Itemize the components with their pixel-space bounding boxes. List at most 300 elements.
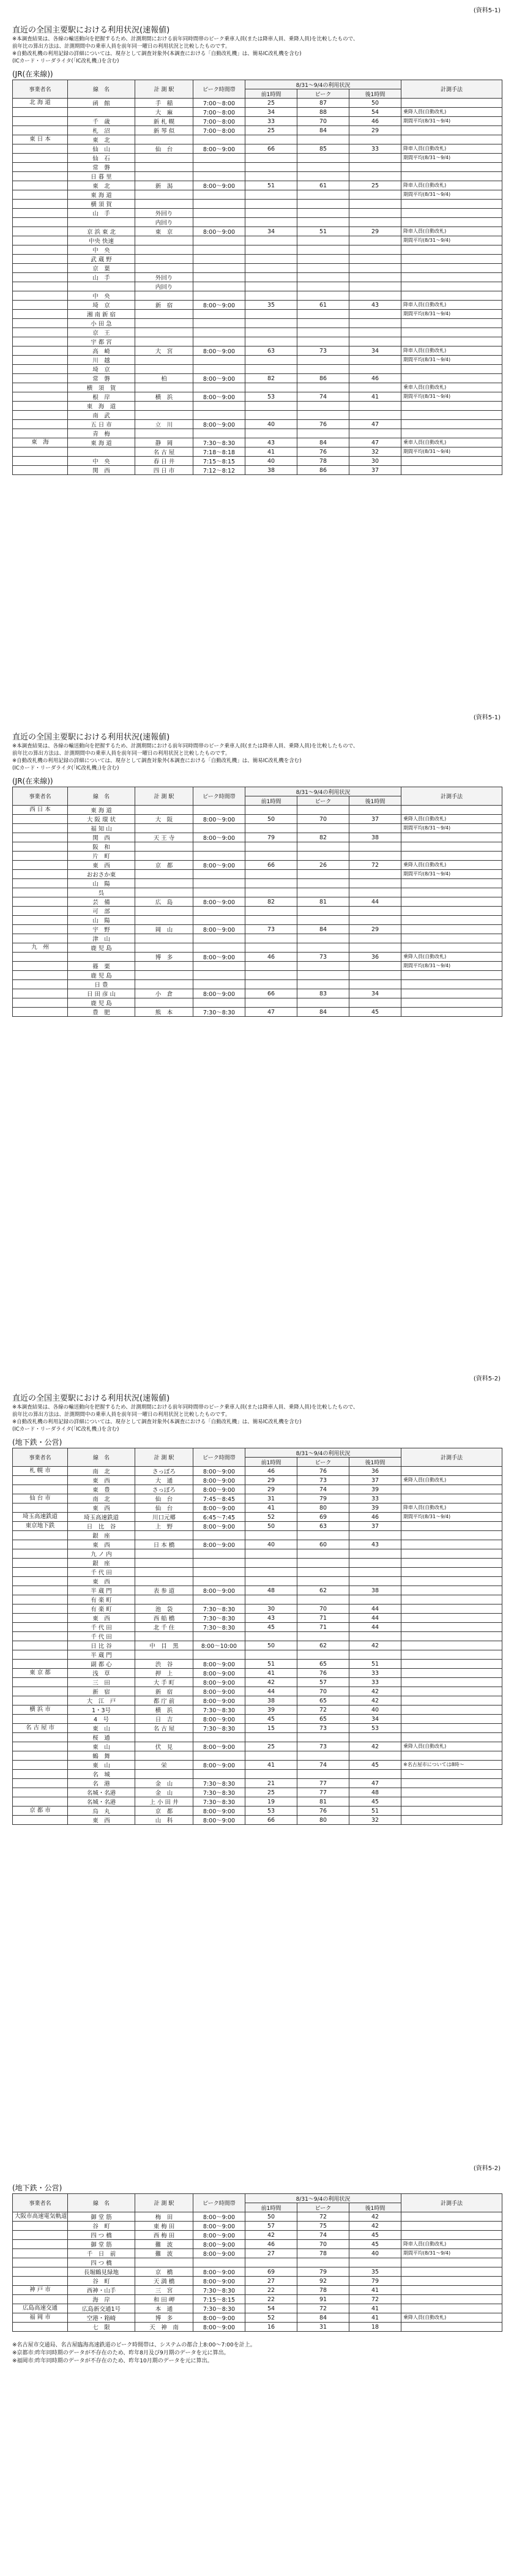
cell-line: 東 海 道 (68, 438, 135, 447)
cell-method: 期間平均(8/31～9/4) (401, 2249, 502, 2258)
cell-before (245, 1770, 297, 1779)
cell-method (401, 934, 502, 943)
table-row (13, 255, 502, 264)
cell-peak: 70 (297, 2240, 349, 2249)
note-line: ※本調査結果は、各線の輸送動向を把握するため、計測期間における前年同時間帯のピーク乗車人員(または降車人員、乗降人員)を比較したもので、 (12, 36, 359, 42)
cell-before (245, 429, 297, 438)
table-row (13, 1742, 502, 1751)
cell-station: 山 科 (135, 1816, 193, 1825)
table-row (13, 953, 502, 962)
sheet-4 (0, 2158, 514, 2576)
cell-method: 乗降人員(自動改札) (401, 2313, 502, 2323)
cell-before (245, 2258, 297, 2267)
cell-station (135, 806, 193, 815)
col-method: 計測手法 (401, 2194, 502, 2212)
cell-station: 新 札 幌 (135, 117, 193, 126)
cell-operator (13, 1623, 68, 1632)
cell-station (135, 310, 193, 319)
cell-operator (13, 172, 68, 181)
cell-peak: 70 (297, 815, 349, 824)
cell-operator (13, 1770, 68, 1779)
cell-line: 西神・山手 (68, 2286, 135, 2295)
notes (12, 743, 502, 772)
table-row (13, 236, 502, 245)
cell-line: 日 豊 (68, 980, 135, 989)
cell-before: 21 (245, 1779, 297, 1788)
cell-line: 大 江 戸 (68, 1696, 135, 1705)
cell-method (401, 989, 502, 998)
table-row (13, 1641, 502, 1650)
cell-peak-time (193, 291, 245, 301)
cell-peak (297, 328, 349, 337)
cell-method (401, 907, 502, 916)
section-label: (地下鉄・公営) (12, 1438, 62, 1447)
table-row (13, 438, 502, 447)
section-label: (地下鉄・公営) (12, 2184, 62, 2192)
footnote-line: ※福岡市:昨年同時期のデータが不存在のため、昨年10月期のデータを元に算出。 (12, 2358, 213, 2364)
table-row (13, 962, 502, 971)
cell-method: 降車人員(自動改札) (401, 227, 502, 236)
cell-before (245, 245, 297, 255)
cell-after (349, 273, 401, 282)
cell-line: 日 比 谷 (68, 1522, 135, 1531)
cell-after: 36 (349, 953, 401, 962)
cell-peak-time: 8:00～9:00 (193, 392, 245, 402)
note-line: ※自動改札機の利用記録の詳細については、現存として調査対象外(本調査における「自動改札機」は、簡易IC改札機を含む) (12, 758, 302, 764)
table-row (13, 1770, 502, 1779)
cell-peak (297, 971, 349, 980)
cell-method (401, 2258, 502, 2267)
cell-after: 47 (349, 438, 401, 447)
cell-operator (13, 1788, 68, 1797)
cell-method (401, 971, 502, 980)
cell-after (349, 943, 401, 953)
cell-after: 40 (349, 1705, 401, 1715)
cell-operator: 福 岡 市 (13, 2313, 68, 2323)
cell-peak (297, 934, 349, 943)
footnote-line: ※京都市:昨年同時期のデータが不存在のため、昨年8月及び9月期のデータを元に算出。 (12, 2350, 229, 2356)
cell-peak-time (193, 806, 245, 815)
cell-method (401, 1696, 502, 1705)
cell-operator (13, 163, 68, 172)
cell-method (401, 879, 502, 888)
table-row (13, 2231, 502, 2240)
cell-before: 16 (245, 2323, 297, 2332)
cell-method: 期間平均(8/31～9/4) (401, 236, 502, 245)
cell-after (349, 916, 401, 925)
table-row (13, 200, 502, 209)
cell-before: 41 (245, 447, 297, 457)
table-row (13, 1467, 502, 1476)
cell-peak (297, 291, 349, 301)
col-after: 後1時間 (349, 2203, 401, 2212)
cell-method (401, 1751, 502, 1761)
cell-station: 金 山 (135, 1788, 193, 1797)
cell-station: さっぽろ (135, 1485, 193, 1494)
note-line: ※自動改札機の利用記録の詳細については、現存として調査対象外(本調査における「自動改札機」は、簡易IC改札機を含む) (12, 1419, 302, 1425)
table-row (13, 1797, 502, 1807)
cell-peak: 84 (297, 438, 349, 447)
cell-before: 34 (245, 227, 297, 236)
cell-line: 七 限 (68, 2323, 135, 2332)
cell-line: 東 西 (68, 1540, 135, 1549)
cell-peak-time: 8:00～9:00 (193, 1467, 245, 1476)
cell-peak-time: 8:00～9:00 (193, 301, 245, 310)
cell-station (135, 337, 193, 346)
cell-peak (297, 209, 349, 218)
cell-peak: 65 (297, 1696, 349, 1705)
cell-before: 82 (245, 897, 297, 907)
cell-after (349, 1751, 401, 1761)
table-row (13, 1724, 502, 1733)
cell-after (349, 200, 401, 209)
cell-after (349, 209, 401, 218)
cell-peak-time: 7:30～8:30 (193, 1797, 245, 1807)
cell-after (349, 190, 401, 200)
cell-after: 39 (349, 1485, 401, 1494)
cell-after (349, 1770, 401, 1779)
cell-method (401, 1678, 502, 1687)
cell-line (68, 447, 135, 457)
cell-after (349, 319, 401, 328)
cell-method (401, 1715, 502, 1724)
cell-peak-time (193, 824, 245, 833)
table-row (13, 934, 502, 943)
cell-line: 東 西 (68, 1614, 135, 1623)
cell-after (349, 356, 401, 365)
sheet-ref: (資料5-1) (473, 714, 501, 721)
cell-station (135, 824, 193, 833)
cell-operator (13, 1503, 68, 1513)
table-row (13, 870, 502, 879)
cell-line: 湘 南 新 宿 (68, 310, 135, 319)
cell-method (401, 1549, 502, 1559)
col-usage-span: 8/31～9/4の利用状況 (245, 80, 401, 89)
cell-peak-time (193, 1650, 245, 1660)
cell-after: 51 (349, 1660, 401, 1669)
cell-peak (297, 907, 349, 916)
cell-peak: 69 (297, 1513, 349, 1522)
table-row (13, 126, 502, 135)
cell-method (401, 328, 502, 337)
cell-after: 42 (349, 1687, 401, 1696)
col-station: 計 測 駅 (135, 2194, 193, 2212)
cell-operator (13, 870, 68, 879)
cell-station: 手 稲 (135, 99, 193, 108)
table-row (13, 447, 502, 457)
cell-operator (13, 1614, 68, 1623)
cell-line: 大 阪 環 状 (68, 815, 135, 824)
cell-operator: 京 都 市 (13, 1807, 68, 1816)
cell-station (135, 264, 193, 273)
cell-line: 鹿 児 島 (68, 998, 135, 1008)
table-row (13, 144, 502, 154)
table-row (13, 1494, 502, 1503)
cell-line: 千 代 田 (68, 1632, 135, 1641)
cell-before: 48 (245, 1586, 297, 1595)
cell-operator (13, 888, 68, 897)
table-row (13, 99, 502, 108)
cell-after: 33 (349, 1678, 401, 1687)
cell-before (245, 1531, 297, 1540)
cell-line: 京 葉 (68, 264, 135, 273)
cell-peak (297, 402, 349, 411)
col-station: 計 測 駅 (135, 787, 193, 806)
cell-before (245, 852, 297, 861)
cell-line: 新 宿 (68, 1687, 135, 1696)
cell-method (401, 1641, 502, 1650)
cell-operator (13, 980, 68, 989)
usage-table-1 (12, 80, 502, 475)
cell-after: 40 (349, 2249, 401, 2258)
cell-peak-time: 8:00～9:00 (193, 2212, 245, 2222)
cell-before (245, 319, 297, 328)
cell-station: 大 手 町 (135, 1678, 193, 1687)
cell-before (245, 236, 297, 245)
cell-after: 45 (349, 2231, 401, 2240)
table-row (13, 466, 502, 475)
cell-operator (13, 842, 68, 852)
cell-peak: 80 (297, 1816, 349, 1825)
table-row (13, 1761, 502, 1770)
cell-peak: 92 (297, 2277, 349, 2286)
cell-peak-time (193, 135, 245, 144)
cell-operator (13, 255, 68, 264)
cell-peak-time (193, 1568, 245, 1577)
cell-after (349, 1577, 401, 1586)
cell-line: 東 西 (68, 861, 135, 870)
cell-before (245, 998, 297, 1008)
cell-before: 46 (245, 1467, 297, 1476)
table-row (13, 2304, 502, 2313)
table-row (13, 429, 502, 438)
table-row (13, 1559, 502, 1568)
cell-peak: 73 (297, 1476, 349, 1485)
cell-peak-time (193, 383, 245, 392)
cell-station: さっぽろ (135, 1467, 193, 1476)
table-row (13, 1715, 502, 1724)
cell-method (401, 2286, 502, 2295)
cell-before: 27 (245, 2277, 297, 2286)
table-row (13, 943, 502, 953)
cell-operator (13, 319, 68, 328)
cell-peak-time (193, 200, 245, 209)
cell-operator (13, 282, 68, 291)
cell-before (245, 218, 297, 227)
cell-station: 金 山 (135, 1779, 193, 1788)
cell-station: 立 川 (135, 420, 193, 429)
table-row (13, 1807, 502, 1816)
cell-method: 降車人員(自動改札) (401, 181, 502, 190)
table-row (13, 245, 502, 255)
col-before: 前1時間 (245, 1458, 297, 1467)
cell-peak-time: 7:12～8:12 (193, 466, 245, 475)
cell-station: 天 満 橋 (135, 2277, 193, 2286)
cell-line: 広島新交通1号 (68, 2304, 135, 2313)
cell-operator: 東 海 (13, 438, 68, 447)
cell-line: 五 日 市 (68, 420, 135, 429)
cell-peak: 61 (297, 181, 349, 190)
table-row (13, 420, 502, 429)
cell-station (135, 411, 193, 420)
cell-method: 乗降人員(自動改札) (401, 1742, 502, 1751)
cell-method (401, 2231, 502, 2240)
table-row (13, 2240, 502, 2249)
cell-method (401, 1632, 502, 1641)
col-peak-time: ピーク時間帯 (193, 787, 245, 806)
cell-station (135, 998, 193, 1008)
cell-line: 札 沼 (68, 126, 135, 135)
cell-before (245, 190, 297, 200)
cell-method (401, 429, 502, 438)
cell-line: 函 館 (68, 99, 135, 108)
cell-line: 小 田 急 (68, 319, 135, 328)
cell-method: 降車人員(自動改札) (401, 1503, 502, 1513)
cell-peak (297, 236, 349, 245)
cell-after: 32 (349, 447, 401, 457)
cell-station: 本 通 (135, 2304, 193, 2313)
cell-operator (13, 879, 68, 888)
note-line: 前年比の算出方法は、計測期間中の乗車人員を前年同一曜日の利用状況と比較したものです。 (12, 1412, 231, 1418)
cell-after: 34 (349, 346, 401, 356)
cell-peak-time: 8:00～9:00 (193, 1586, 245, 1595)
cell-peak (297, 218, 349, 227)
cell-before: 19 (245, 1797, 297, 1807)
cell-peak (297, 998, 349, 1008)
cell-before: 66 (245, 989, 297, 998)
cell-line: 根 岸 (68, 392, 135, 402)
cell-line: 東 西 (68, 1503, 135, 1513)
cell-before: 50 (245, 1641, 297, 1650)
cell-before: 27 (245, 2249, 297, 2258)
cell-before: 29 (245, 1485, 297, 1494)
cell-station: 静 岡 (135, 438, 193, 447)
cell-station (135, 172, 193, 181)
cell-peak-time: 7:30～8:30 (193, 2304, 245, 2313)
cell-station: 東 梅 田 (135, 2222, 193, 2231)
cell-before (245, 1595, 297, 1604)
cell-before (245, 806, 297, 815)
cell-after (349, 1650, 401, 1660)
cell-line: 東 山 (68, 1724, 135, 1733)
cell-before: 52 (245, 1513, 297, 1522)
cell-method (401, 1531, 502, 1540)
cell-peak-time: 8:00～9:00 (193, 1540, 245, 1549)
cell-peak (297, 1559, 349, 1568)
cell-operator (13, 346, 68, 356)
cell-peak-time (193, 888, 245, 897)
table-row (13, 2323, 502, 2332)
table-row (13, 1751, 502, 1761)
cell-operator (13, 907, 68, 916)
cell-after (349, 291, 401, 301)
table-header-row (13, 80, 502, 89)
usage-table-3 (12, 1448, 502, 1825)
table-row (13, 852, 502, 861)
cell-after: 45 (349, 2240, 401, 2249)
cell-operator (13, 1586, 68, 1595)
cell-peak (297, 1632, 349, 1641)
cell-after: 18 (349, 2323, 401, 2332)
cell-before (245, 879, 297, 888)
table-row (13, 117, 502, 126)
cell-peak-time (193, 1559, 245, 1568)
cell-operator (13, 2277, 68, 2286)
cell-method: 降車人員(自動改札) (401, 144, 502, 154)
cell-line: 東 北 (68, 181, 135, 190)
cell-operator (13, 2240, 68, 2249)
cell-line: 関 西 (68, 466, 135, 475)
cell-peak-time: 8:00～9:00 (193, 925, 245, 934)
cell-station: 仙 台 (135, 1494, 193, 1503)
cell-peak (297, 1650, 349, 1660)
cell-before (245, 1559, 297, 1568)
cell-line: 空港・箱崎 (68, 2313, 135, 2323)
cell-before: 29 (245, 1476, 297, 1485)
cell-after: 36 (349, 1467, 401, 1476)
cell-line: 4 号 (68, 1715, 135, 1724)
cell-station: 広 島 (135, 897, 193, 907)
cell-operator (13, 824, 68, 833)
table-row (13, 861, 502, 870)
cell-method (401, 925, 502, 934)
cell-after: 51 (349, 1807, 401, 1816)
cell-peak-time: 7:18～8:18 (193, 447, 245, 457)
cell-line: 阪 和 (68, 842, 135, 852)
cell-station (135, 190, 193, 200)
cell-peak (297, 319, 349, 328)
cell-operator (13, 1641, 68, 1650)
cell-operator (13, 1549, 68, 1559)
table-row (13, 1696, 502, 1705)
cell-line: 東 西 (68, 1577, 135, 1586)
cell-operator (13, 1715, 68, 1724)
cell-station: 四 日 市 (135, 466, 193, 475)
cell-operator (13, 420, 68, 429)
cell-peak-time: 8:00～9:00 (193, 1715, 245, 1724)
cell-peak: 85 (297, 144, 349, 154)
cell-method (401, 337, 502, 346)
cell-operator: 横 浜 市 (13, 1705, 68, 1715)
cell-peak-time (193, 998, 245, 1008)
table-row (13, 916, 502, 925)
cell-operator (13, 1742, 68, 1751)
cell-line: 常 磐 (68, 374, 135, 383)
cell-station: 横 浜 (135, 392, 193, 402)
cell-peak: 73 (297, 1724, 349, 1733)
cell-peak-time (193, 310, 245, 319)
table-row (13, 1614, 502, 1623)
cell-station (135, 291, 193, 301)
table-row (13, 218, 502, 227)
cell-peak-time: 8:00～9:00 (193, 1687, 245, 1696)
cell-line: 千 日 前 (68, 2249, 135, 2258)
cell-station (135, 365, 193, 374)
cell-line: 九 ノ 内 (68, 1549, 135, 1559)
table-row (13, 1485, 502, 1494)
cell-peak: 74 (297, 2231, 349, 2240)
col-peak-time: ピーク時間帯 (193, 80, 245, 99)
cell-before: 47 (245, 1008, 297, 1017)
cell-peak (297, 135, 349, 144)
cell-peak: 62 (297, 1586, 349, 1595)
cell-station: 内回り (135, 218, 193, 227)
cell-before: 46 (245, 2240, 297, 2249)
note-line: (ICカード・リーダライタ(「IC改札機」)を含む) (12, 765, 119, 771)
cell-station: 名 古 屋 (135, 447, 193, 457)
table-row (13, 411, 502, 420)
cell-peak-time: 8:00～9:00 (193, 2267, 245, 2277)
